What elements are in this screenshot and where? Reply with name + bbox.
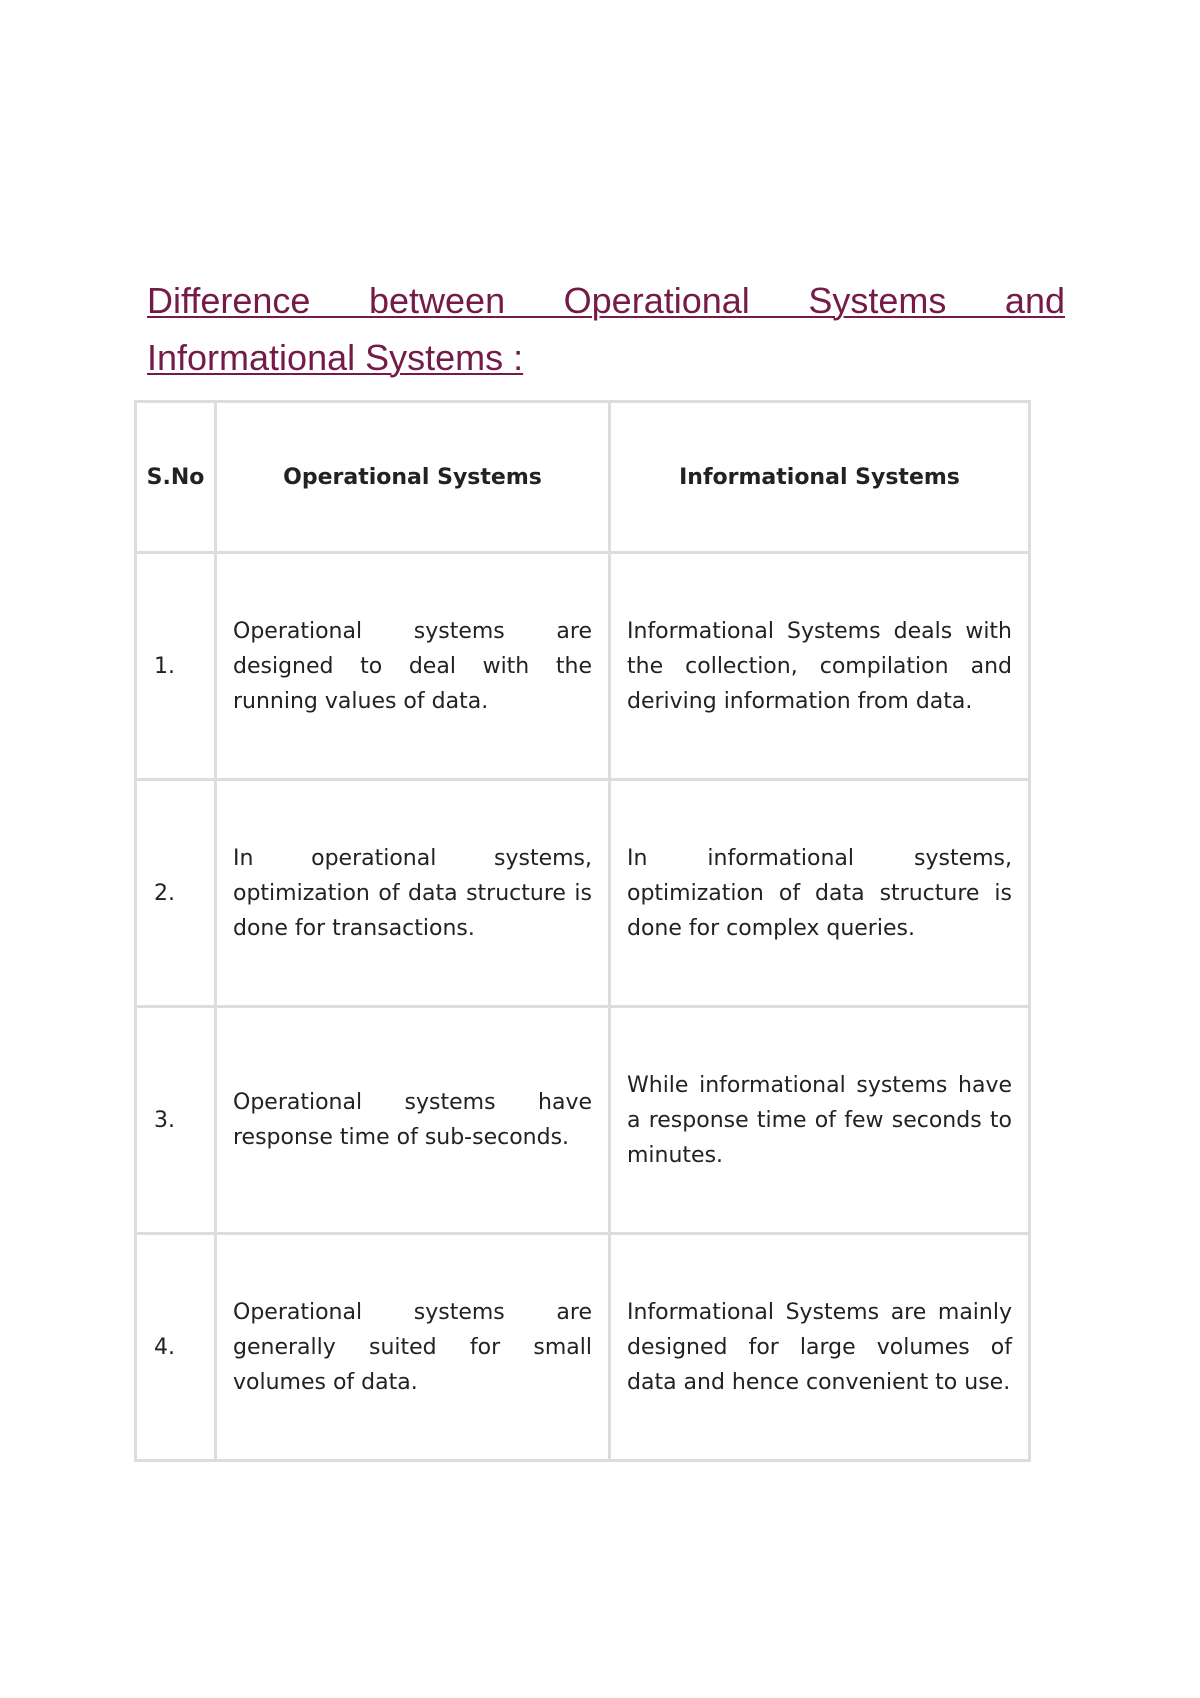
comparison-table: [134, 400, 1031, 1462]
table-row: [136, 553, 1030, 780]
header-sno: S.No: [136, 402, 216, 553]
cell-sno: 2.: [136, 780, 216, 1007]
cell-operational: Operational systems are designed to deal with the running values of data.: [216, 553, 610, 780]
cell-sno: 4.: [136, 1234, 216, 1461]
header-operational-systems: Operational Systems: [216, 402, 610, 553]
table-header-row: [136, 402, 1030, 553]
cell-informational: Informational Systems are mainly designed for large volumes of data and hence convenient to use.: [610, 1234, 1030, 1461]
cell-operational: Operational systems have response time of sub-seconds.: [216, 1007, 610, 1234]
table-row: [136, 1007, 1030, 1234]
table-row: [136, 1234, 1030, 1461]
cell-informational: While informational systems have a response time of few seconds to minutes.: [610, 1007, 1030, 1234]
cell-informational: Informational Systems deals with the collection, compilation and deriving information from data.: [610, 553, 1030, 780]
cell-operational: In operational systems, optimization of data structure is done for transactions.: [216, 780, 610, 1007]
cell-sno: 3.: [136, 1007, 216, 1234]
cell-sno: 1.: [136, 553, 216, 780]
cell-operational: Operational systems are generally suited for small volumes of data.: [216, 1234, 610, 1461]
header-informational-systems: Informational Systems: [610, 402, 1030, 553]
page-title: Difference between Operational Systems and Informational Systems :: [147, 280, 1065, 378]
cell-informational: In informational systems, optimization of data structure is done for complex queries.: [610, 780, 1030, 1007]
table-row: [136, 780, 1030, 1007]
